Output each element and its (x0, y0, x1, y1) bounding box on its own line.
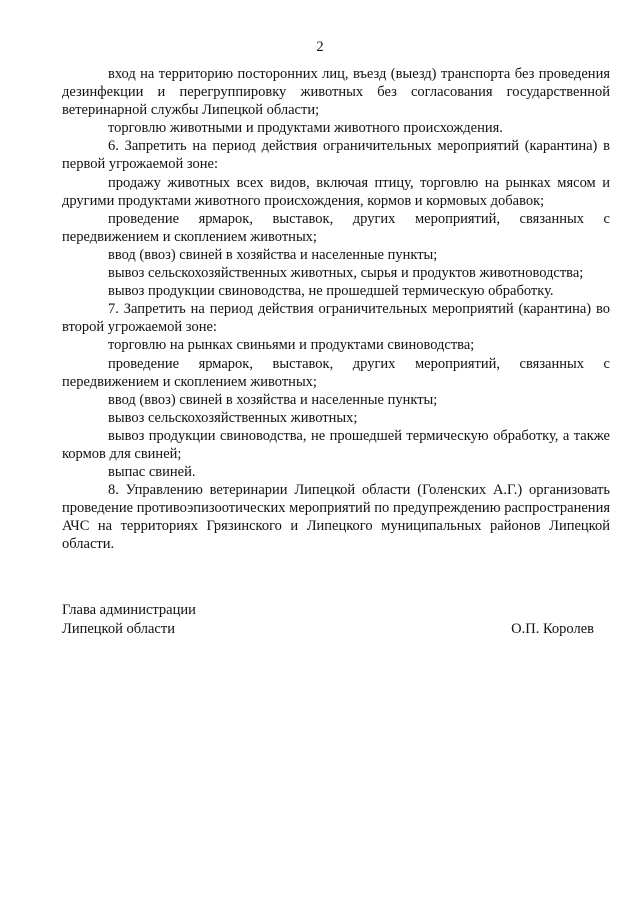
document-body (62, 65, 610, 554)
paragraph-sale-ban: продажу животных всех видов, включая птицу, торговлю на рынках мясом и другими продуктами животного происхождения, кормов и кормовых добавок; (62, 174, 610, 209)
paragraph-pork-export-ban: вывоз продукции свиноводства, не прошедшей термическую обработку. (108, 283, 554, 300)
paragraph-trade-ban: торговлю животными и продуктами животного происхождения. (108, 120, 503, 137)
signatory-title-line2: Липецкой области (62, 620, 175, 637)
paragraph-pig-import-ban-2: ввод (ввоз) свиней в хозяйства и населенные пункты; (108, 391, 438, 408)
signature-block (62, 601, 610, 638)
paragraph-item-8: 8. Управлению ветеринарии Липецкой области (Голенских А.Г.) организовать проведение противоэпизоотических мероприятий по предупреждению распространения АЧС на территориях Грязинского и Липецкого муниципальных районов Липецкой области. (62, 482, 610, 553)
paragraph-item-6: 6. Запретить на период действия ограничительных мероприятий (карантина) в первой угрожаемой зоне: (62, 138, 610, 173)
paragraph-grazing-ban: выпас свиней. (108, 464, 196, 481)
page-number: 2 (316, 39, 324, 55)
paragraph-pig-trade-ban: торговлю на рынках свиньями и продуктами свиноводства; (108, 337, 475, 354)
paragraph-fairs-ban-2: проведение ярмарок, выставок, других мероприятий, связанных с передвижением и скоплением животных; (62, 355, 610, 390)
paragraph-animal-export-ban: вывоз сельскохозяйственных животных; (108, 409, 358, 426)
signatory-title-line1: Глава администрации (62, 602, 196, 618)
paragraph-item-7: 7. Запретить на период действия ограничительных мероприятий (карантина) во второй угрожаемой зоне: (62, 301, 610, 336)
paragraph-export-ban: вывоз сельскохозяйственных животных, сырья и продуктов животноводства; (108, 265, 584, 282)
signatory-name: О.П. Королев (511, 620, 594, 637)
paragraph-pig-import-ban: ввод (ввоз) свиней в хозяйства и населенные пункты; (108, 246, 438, 263)
paragraph-pork-feed-export-ban: вывоз продукции свиноводства, не прошедшей термическую обработку, а также кормов для свиней; (62, 427, 610, 462)
paragraph-fairs-ban: проведение ярмарок, выставок, других мероприятий, связанных с передвижением и скоплением животных; (62, 210, 610, 245)
signatory-row (62, 620, 610, 639)
paragraph-entry-ban: вход на территорию посторонних лиц, въезд (выезд) транспорта без проведения дезинфекции и перегруппировку животных без согласования государственной ветеринарной службы Липецкой области; (62, 66, 610, 119)
